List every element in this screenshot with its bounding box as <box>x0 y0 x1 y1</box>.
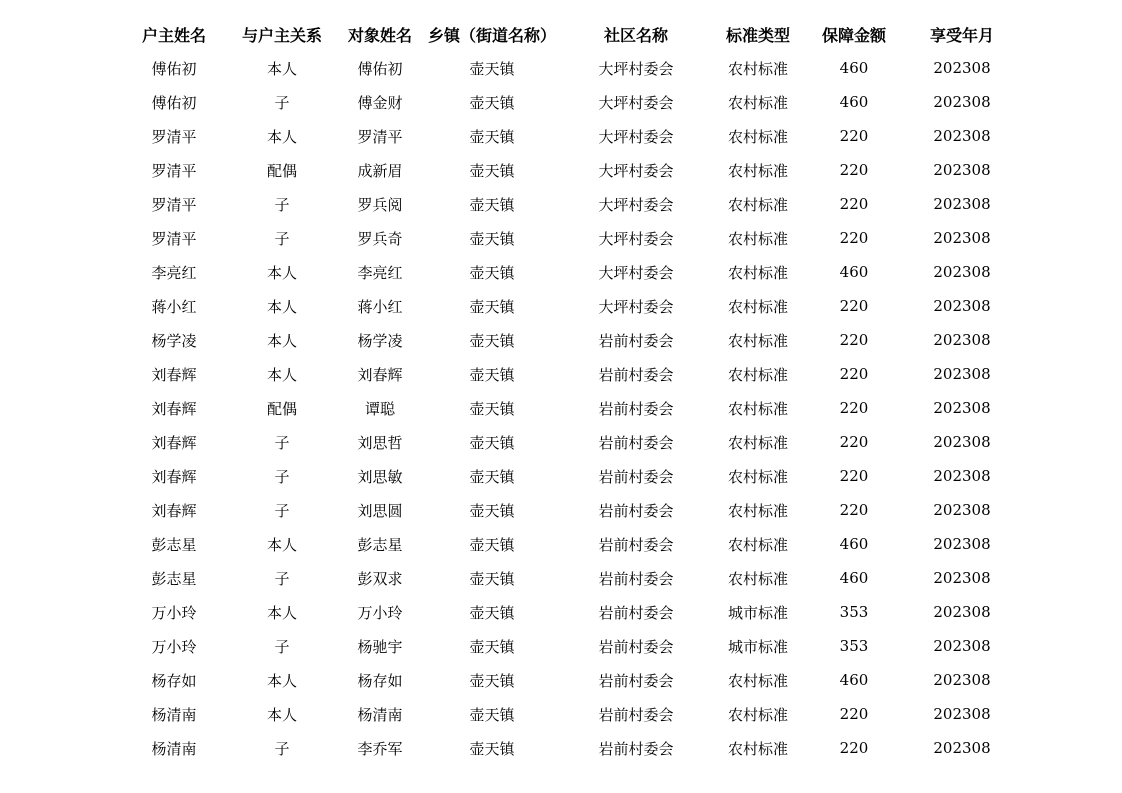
cell-amount: 460 <box>839 263 869 281</box>
table-row <box>120 221 1020 255</box>
cell-month: 202308 <box>933 535 991 553</box>
cell-relation: 本人 <box>266 297 297 316</box>
cell-amount: 220 <box>839 433 869 451</box>
cell-township: 壶天镇 <box>469 297 515 316</box>
cell-householder-name: 杨存如 <box>151 671 197 690</box>
cell-standard-type: 农村标准 <box>727 433 788 452</box>
cell-relation: 子 <box>274 229 290 248</box>
table-row <box>120 289 1020 323</box>
table-row <box>120 153 1020 187</box>
cell-township: 壶天镇 <box>469 161 515 180</box>
table-header-row <box>120 17 1020 51</box>
cell-month: 202308 <box>933 399 991 417</box>
cell-amount: 220 <box>839 297 869 315</box>
cell-community: 岩前村委会 <box>598 705 674 724</box>
header-standard-type: 标准类型 <box>725 25 790 45</box>
cell-householder-name: 杨清南 <box>151 739 197 758</box>
cell-amount: 220 <box>839 365 869 383</box>
cell-month: 202308 <box>933 195 991 213</box>
cell-month: 202308 <box>933 739 991 757</box>
cell-community: 大坪村委会 <box>598 59 674 78</box>
cell-recipient-name: 万小玲 <box>357 603 403 622</box>
cell-amount: 220 <box>839 705 869 723</box>
cell-township: 壶天镇 <box>469 229 515 248</box>
table-row <box>120 255 1020 289</box>
cell-township: 壶天镇 <box>469 467 515 486</box>
cell-community: 大坪村委会 <box>598 229 674 248</box>
cell-householder-name: 杨学凌 <box>151 331 197 350</box>
cell-township: 壶天镇 <box>469 603 515 622</box>
cell-month: 202308 <box>933 365 991 383</box>
cell-month: 202308 <box>933 501 991 519</box>
cell-householder-name: 罗清平 <box>151 229 197 248</box>
cell-householder-name: 罗清平 <box>151 195 197 214</box>
cell-householder-name: 傅佑初 <box>151 93 197 112</box>
cell-township: 壶天镇 <box>469 739 515 758</box>
cell-recipient-name: 杨清南 <box>357 705 403 724</box>
cell-township: 壶天镇 <box>469 671 515 690</box>
cell-recipient-name: 刘思圆 <box>357 501 403 520</box>
cell-recipient-name: 蒋小红 <box>357 297 403 316</box>
header-community: 社区名称 <box>603 25 668 45</box>
cell-relation: 本人 <box>266 331 297 350</box>
cell-standard-type: 农村标准 <box>727 569 788 588</box>
cell-standard-type: 农村标准 <box>727 161 788 180</box>
cell-amount: 220 <box>839 399 869 417</box>
cell-amount: 460 <box>839 569 869 587</box>
cell-community: 岩前村委会 <box>598 467 674 486</box>
cell-standard-type: 农村标准 <box>727 467 788 486</box>
cell-relation: 本人 <box>266 263 297 282</box>
table-row <box>120 323 1020 357</box>
table-row <box>120 663 1020 697</box>
cell-recipient-name: 罗兵阅 <box>357 195 403 214</box>
cell-householder-name: 万小玲 <box>151 603 197 622</box>
cell-amount: 460 <box>839 93 869 111</box>
cell-recipient-name: 李乔军 <box>357 739 403 758</box>
cell-standard-type: 农村标准 <box>727 127 788 146</box>
table-row <box>120 391 1020 425</box>
cell-relation: 配偶 <box>266 399 297 418</box>
cell-standard-type: 农村标准 <box>727 739 788 758</box>
cell-township: 壶天镇 <box>469 263 515 282</box>
cell-township: 壶天镇 <box>469 637 515 656</box>
cell-month: 202308 <box>933 705 991 723</box>
cell-householder-name: 刘春辉 <box>151 399 197 418</box>
cell-month: 202308 <box>933 263 991 281</box>
cell-township: 壶天镇 <box>469 195 515 214</box>
cell-community: 大坪村委会 <box>598 93 674 112</box>
cell-recipient-name: 杨存如 <box>357 671 403 690</box>
table-row <box>120 493 1020 527</box>
cell-community: 岩前村委会 <box>598 399 674 418</box>
allowance-table <box>120 17 1020 765</box>
cell-amount: 220 <box>839 195 869 213</box>
cell-relation: 子 <box>274 739 290 758</box>
table-row <box>120 459 1020 493</box>
cell-standard-type: 农村标准 <box>727 229 788 248</box>
cell-township: 壶天镇 <box>469 569 515 588</box>
cell-month: 202308 <box>933 161 991 179</box>
table-row <box>120 119 1020 153</box>
cell-householder-name: 万小玲 <box>151 637 197 656</box>
cell-relation: 子 <box>274 501 290 520</box>
cell-community: 岩前村委会 <box>598 603 674 622</box>
cell-amount: 353 <box>839 637 869 655</box>
cell-township: 壶天镇 <box>469 93 515 112</box>
table-body <box>120 51 1020 765</box>
cell-standard-type: 农村标准 <box>727 331 788 350</box>
cell-community: 岩前村委会 <box>598 331 674 350</box>
cell-relation: 本人 <box>266 603 297 622</box>
cell-standard-type: 城市标准 <box>727 637 788 656</box>
cell-month: 202308 <box>933 297 991 315</box>
cell-recipient-name: 彭双求 <box>357 569 403 588</box>
cell-month: 202308 <box>933 467 991 485</box>
cell-householder-name: 傅佑初 <box>151 59 197 78</box>
cell-community: 大坪村委会 <box>598 263 674 282</box>
cell-month: 202308 <box>933 229 991 247</box>
table-row <box>120 561 1020 595</box>
cell-standard-type: 农村标准 <box>727 501 788 520</box>
cell-month: 202308 <box>933 637 991 655</box>
header-amount: 保障金额 <box>821 25 886 45</box>
cell-relation: 本人 <box>266 671 297 690</box>
table-row <box>120 187 1020 221</box>
cell-recipient-name: 李亮红 <box>357 263 403 282</box>
cell-community: 岩前村委会 <box>598 739 674 758</box>
cell-amount: 220 <box>839 467 869 485</box>
cell-amount: 220 <box>839 229 869 247</box>
cell-township: 壶天镇 <box>469 331 515 350</box>
cell-township: 壶天镇 <box>469 705 515 724</box>
table-row <box>120 629 1020 663</box>
table-row <box>120 697 1020 731</box>
cell-standard-type: 农村标准 <box>727 535 788 554</box>
cell-standard-type: 农村标准 <box>727 705 788 724</box>
cell-recipient-name: 谭聪 <box>364 399 395 418</box>
cell-standard-type: 城市标准 <box>727 603 788 622</box>
cell-recipient-name: 刘春辉 <box>357 365 403 384</box>
cell-standard-type: 农村标准 <box>727 671 788 690</box>
cell-relation: 本人 <box>266 535 297 554</box>
header-month: 享受年月 <box>929 25 994 45</box>
cell-month: 202308 <box>933 671 991 689</box>
cell-recipient-name: 罗兵奇 <box>357 229 403 248</box>
cell-relation: 本人 <box>266 705 297 724</box>
cell-recipient-name: 刘思哲 <box>357 433 403 452</box>
cell-community: 岩前村委会 <box>598 637 674 656</box>
cell-householder-name: 刘春辉 <box>151 365 197 384</box>
cell-community: 大坪村委会 <box>598 195 674 214</box>
cell-relation: 子 <box>274 93 290 112</box>
header-householder-name: 户主姓名 <box>141 25 206 45</box>
cell-standard-type: 农村标准 <box>727 365 788 384</box>
cell-relation: 子 <box>274 467 290 486</box>
cell-recipient-name: 傅佑初 <box>357 59 403 78</box>
cell-month: 202308 <box>933 603 991 621</box>
cell-householder-name: 彭志星 <box>151 535 197 554</box>
cell-township: 壶天镇 <box>469 365 515 384</box>
cell-community: 岩前村委会 <box>598 501 674 520</box>
cell-amount: 220 <box>839 739 869 757</box>
cell-relation: 子 <box>274 569 290 588</box>
cell-householder-name: 刘春辉 <box>151 501 197 520</box>
cell-township: 壶天镇 <box>469 399 515 418</box>
cell-relation: 子 <box>274 195 290 214</box>
cell-householder-name: 杨清南 <box>151 705 197 724</box>
cell-standard-type: 农村标准 <box>727 195 788 214</box>
table-row <box>120 51 1020 85</box>
cell-standard-type: 农村标准 <box>727 263 788 282</box>
cell-township: 壶天镇 <box>469 501 515 520</box>
cell-relation: 本人 <box>266 365 297 384</box>
cell-recipient-name: 罗清平 <box>357 127 403 146</box>
cell-relation: 本人 <box>266 127 297 146</box>
cell-month: 202308 <box>933 59 991 77</box>
header-recipient-name: 对象姓名 <box>347 25 412 45</box>
cell-amount: 460 <box>839 535 869 553</box>
cell-township: 壶天镇 <box>469 433 515 452</box>
cell-community: 岩前村委会 <box>598 535 674 554</box>
header-relation: 与户主关系 <box>241 25 322 45</box>
table-row <box>120 85 1020 119</box>
table-row <box>120 357 1020 391</box>
cell-amount: 220 <box>839 501 869 519</box>
header-township: 乡镇（街道名称） <box>427 25 556 45</box>
cell-community: 岩前村委会 <box>598 671 674 690</box>
cell-community: 大坪村委会 <box>598 297 674 316</box>
cell-householder-name: 罗清平 <box>151 161 197 180</box>
table-row <box>120 527 1020 561</box>
cell-recipient-name: 彭志星 <box>357 535 403 554</box>
cell-amount: 460 <box>839 59 869 77</box>
cell-community: 大坪村委会 <box>598 161 674 180</box>
cell-month: 202308 <box>933 127 991 145</box>
cell-community: 岩前村委会 <box>598 365 674 384</box>
cell-community: 大坪村委会 <box>598 127 674 146</box>
cell-month: 202308 <box>933 569 991 587</box>
cell-standard-type: 农村标准 <box>727 297 788 316</box>
cell-township: 壶天镇 <box>469 127 515 146</box>
cell-recipient-name: 成新眉 <box>357 161 403 180</box>
cell-householder-name: 李亮红 <box>151 263 197 282</box>
cell-amount: 353 <box>839 603 869 621</box>
cell-amount: 460 <box>839 671 869 689</box>
cell-relation: 子 <box>274 433 290 452</box>
cell-standard-type: 农村标准 <box>727 93 788 112</box>
cell-householder-name: 刘春辉 <box>151 433 197 452</box>
cell-householder-name: 蒋小红 <box>151 297 197 316</box>
cell-householder-name: 罗清平 <box>151 127 197 146</box>
cell-recipient-name: 刘思敏 <box>357 467 403 486</box>
cell-recipient-name: 杨学凌 <box>357 331 403 350</box>
cell-community: 岩前村委会 <box>598 569 674 588</box>
cell-amount: 220 <box>839 331 869 349</box>
table-row <box>120 595 1020 629</box>
cell-householder-name: 刘春辉 <box>151 467 197 486</box>
cell-community: 岩前村委会 <box>598 433 674 452</box>
cell-recipient-name: 杨驰宇 <box>357 637 403 656</box>
cell-standard-type: 农村标准 <box>727 59 788 78</box>
cell-householder-name: 彭志星 <box>151 569 197 588</box>
cell-recipient-name: 傅金财 <box>357 93 403 112</box>
cell-month: 202308 <box>933 331 991 349</box>
document-page <box>120 17 1020 765</box>
cell-relation: 本人 <box>266 59 297 78</box>
table-row <box>120 731 1020 765</box>
cell-month: 202308 <box>933 433 991 451</box>
cell-township: 壶天镇 <box>469 535 515 554</box>
cell-standard-type: 农村标准 <box>727 399 788 418</box>
cell-amount: 220 <box>839 161 869 179</box>
cell-month: 202308 <box>933 93 991 111</box>
cell-relation: 配偶 <box>266 161 297 180</box>
cell-relation: 子 <box>274 637 290 656</box>
table-row <box>120 425 1020 459</box>
cell-township: 壶天镇 <box>469 59 515 78</box>
cell-amount: 220 <box>839 127 869 145</box>
